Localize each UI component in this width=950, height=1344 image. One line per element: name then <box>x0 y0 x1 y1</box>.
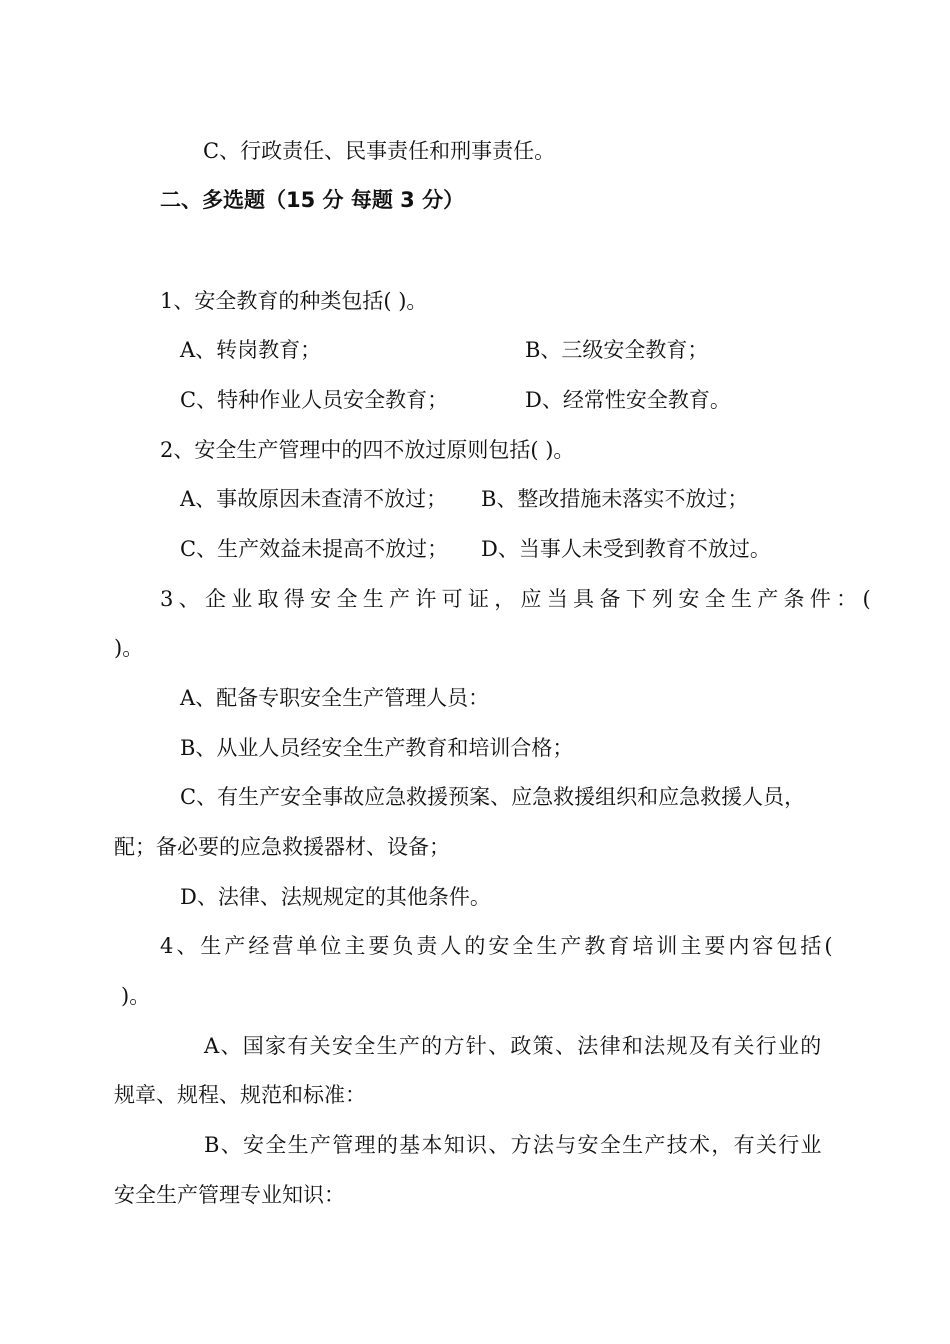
question-3-line-2: )。 <box>114 636 144 660</box>
question-3-line-1: 3、企业取得安全生产许可证，应当具备下列安全生产条件：( <box>160 587 876 611</box>
question-3-option-c-line-1: C、有生产安全事故应急救援预案、应急救援组织和应急救援人员， <box>180 785 806 809</box>
question-2: 2、安全生产管理中的四不放过原则包括( )。 <box>160 438 575 462</box>
question-1: 1、安全教育的种类包括( )。 <box>160 289 428 313</box>
question-3-option-b: B、从业人员经安全生产教育和培训合格； <box>180 736 574 760</box>
question-4-option-a-line-1: A、国家有关安全生产的方针、政策、法律和法规及有关行业的 <box>204 1034 823 1058</box>
question-1-option-a: A、转岗教育； <box>180 338 322 362</box>
question-4-option-b-line-1: B、安全生产管理的基本知识、方法与安全生产技术，有关行业 <box>204 1133 823 1157</box>
question-2-option-a: A、事故原因未查清不放过； <box>180 487 448 511</box>
question-3-option-c-line-2: 配；备必要的应急救援器材、设备； <box>114 835 450 859</box>
question-1-option-b: B、三级安全教育； <box>525 338 709 362</box>
question-4-line-2: )。 <box>121 984 151 1008</box>
question-2-option-c: C、生产效益未提高不放过； <box>180 537 449 561</box>
question-3-option-a: A、配备专职安全生产管理人员： <box>180 686 490 710</box>
question-4-option-b-line-2: 安全生产管理专业知识： <box>114 1183 345 1207</box>
question-3-option-d: D、法律、法规规定的其他条件。 <box>180 885 491 909</box>
question-2-option-d: D、当事人未受到教育不放过。 <box>481 537 771 561</box>
question-1-option-d: D、经常性安全教育。 <box>525 388 731 412</box>
question-1-option-c: C、特种作业人员安全教育； <box>180 388 449 412</box>
question-4-line-1: 4、生产经营单位主要负责人的安全生产教育培训主要内容包括( <box>160 934 836 958</box>
question-4-option-a-line-2: 规章、规程、规范和标准： <box>114 1083 366 1107</box>
question-2-option-b: B、整改措施未落实不放过； <box>481 487 749 511</box>
section-heading: 二、多选题（15 分 每题 3 分） <box>160 188 465 212</box>
answer-option-c: C、行政责任、民事责任和刑事责任。 <box>203 139 556 163</box>
